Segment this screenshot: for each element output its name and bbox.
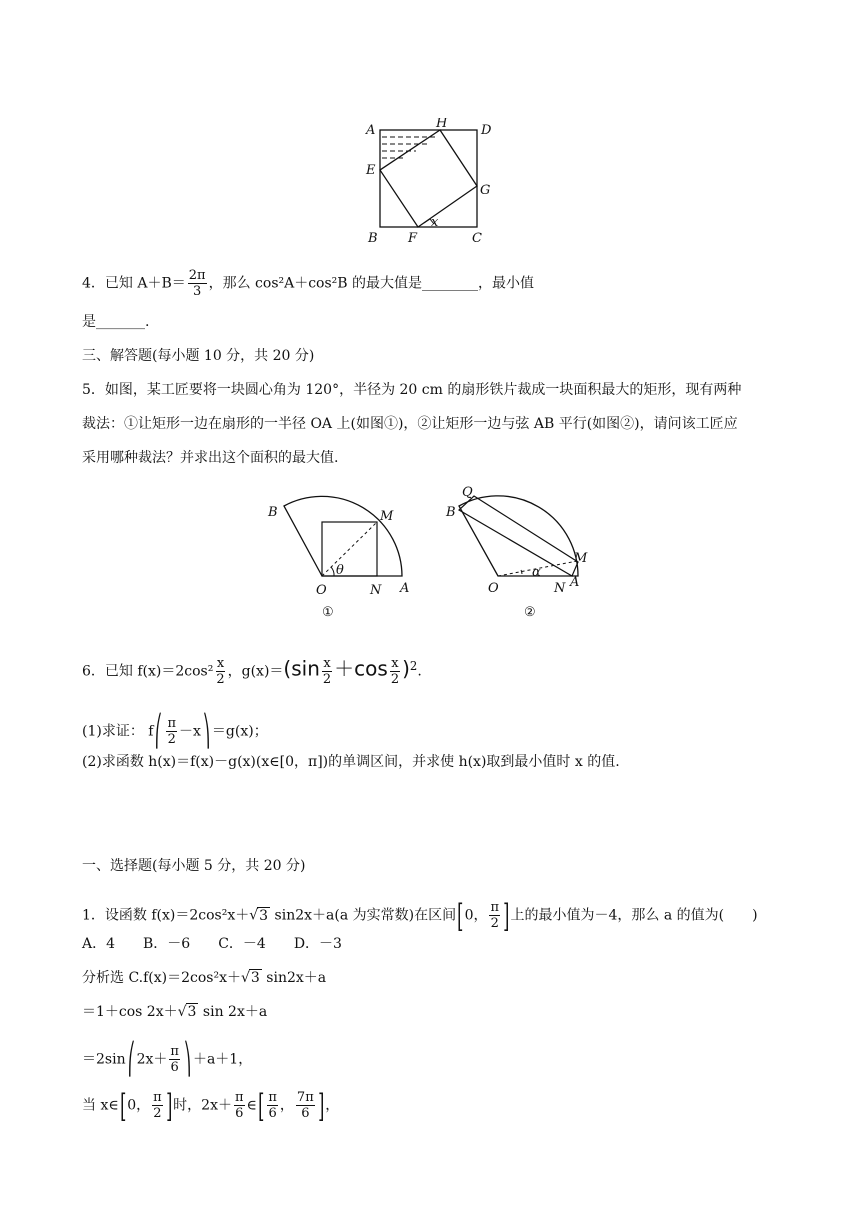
question-6-part1: (1)求证： f⎛ $\frac{\pi}{2}$ －x⎞ ＝g(x)；: [82, 713, 268, 749]
right-label-O: O: [488, 581, 499, 596]
question-1: 1．设函数 f(x)＝2cos²x＋√3 sin2x＋a(a 为实常数)在区间[0， $\frac{\pi}{2}$ ]上的最小值为－4，那么 a 的值为( ): [82, 896, 758, 935]
question-5-line2: 裁法：①让矩形一边在扇形的一半径 OA 上(如图①)，②让矩形一边与弦 AB 平行(如图②)，请问该工匠应: [82, 416, 738, 432]
sector-figures: [262, 482, 602, 622]
question-4: [82, 268, 534, 299]
left-label-M: M: [380, 509, 394, 524]
section-1-heading: 一、选择题(每小题 5 分，共 20 分): [82, 858, 306, 874]
q1-interval-start: 0，: [464, 907, 488, 924]
q6-f-fraction: $\frac{x}{2}$: [216, 656, 225, 688]
q4-fraction: $\frac{2\pi}{3}$: [188, 268, 206, 299]
solution-line-3: ＝2sin⎛ 2x＋ $\frac{\pi}{6}$ ⎞ ＋a＋1，: [82, 1041, 253, 1077]
question-4-line2: 是_______.: [82, 314, 150, 330]
q1-suffix: 上的最小值为－4，那么 a 的值为( ): [510, 907, 758, 924]
q6-sin-fraction: $\frac{x}{2}$: [322, 656, 332, 688]
question-6: 6．已知 f(x)＝2cos² $\frac{x}{2}$ ，g(x)＝(sin $\frac{x}{2}$ ＋cos $\frac{x}{2}$ )$^2$.: [82, 656, 422, 688]
left-label-B: B: [268, 505, 278, 520]
q6-exponent: 2: [409, 659, 418, 673]
q1-middle: sin2x＋a(a 为实常数)在区间: [270, 907, 457, 924]
label-C: C: [472, 231, 482, 246]
q4-prefix: 4．已知 A＋B＝: [82, 275, 186, 292]
label-x: x: [431, 215, 439, 230]
section-3-heading: 三、解答题(每小题 10 分，共 20 分): [82, 348, 315, 364]
solution-line-2: ＝1＋cos 2x＋√3 sin 2x＋a: [82, 1004, 268, 1020]
label-H: H: [436, 118, 448, 131]
q6-p1-suffix: ＝g(x)；: [211, 723, 268, 740]
label-A: A: [366, 123, 376, 138]
right-label-Q: Q: [462, 485, 473, 500]
right-label-B: B: [446, 505, 456, 520]
left-caption: ①: [322, 605, 334, 620]
left-label-theta: θ: [336, 563, 344, 578]
label-G: G: [480, 183, 491, 198]
left-label-O: O: [316, 583, 327, 598]
q6-p1-prefix: (1)求证： f: [82, 723, 154, 740]
square-figure: [360, 118, 510, 248]
q6-g-prefix: ，g(x)＝: [227, 663, 284, 680]
solution-line-1: 分析选 C.f(x)＝2cos²x＋√3 sin2x＋a: [82, 970, 327, 986]
q6-cos-fraction: $\frac{x}{2}$: [390, 656, 400, 688]
label-B: B: [368, 231, 378, 246]
q6-cos: ＋cos: [334, 656, 388, 681]
q6-p1-fraction: $\frac{\pi}{2}$: [167, 716, 177, 747]
question-5-line1: 5．如图，某工匠要将一块圆心角为 120°，半径为 20 cm 的扇形铁片裁成一块面积最大的矩形，现有两种: [82, 382, 742, 398]
q6-sin: sin: [291, 656, 320, 681]
q1-interval-fraction: $\frac{\pi}{2}$: [490, 900, 500, 931]
right-caption: ②: [524, 605, 536, 620]
q4-middle: ，那么 cos²A＋cos²B 的最大值是________，最小值: [208, 275, 535, 292]
solution-line-4: 当 x∈[0， $\frac{\pi}{2}$ ]时，2x＋ $\frac{\pi}{6}$ ∈[ $\frac{\pi}{6}$ ， $\frac{7\pi}{6}$ ]，: [82, 1086, 340, 1125]
label-E: E: [366, 163, 376, 178]
right-label-N: N: [554, 581, 566, 596]
label-F: F: [408, 231, 418, 246]
question-6-part2: (2)求函数 h(x)＝f(x)－g(x)(x∈[0，π])的单调区间，并求使 h(x)取到最小值时 x 的值.: [82, 754, 620, 770]
q6-p1-minus: －x: [179, 723, 201, 740]
left-label-A: A: [400, 581, 410, 596]
right-label-alpha: α: [532, 565, 541, 580]
right-label-A: A: [570, 575, 580, 590]
q6-prefix: 6．已知 f(x)＝2cos²: [82, 663, 214, 680]
label-D: D: [481, 123, 492, 138]
q1-sqrt: 3: [259, 907, 269, 924]
q1-prefix: 1．设函数 f(x)＝2cos²x＋: [82, 907, 250, 924]
right-label-M: M: [574, 551, 588, 566]
left-label-N: N: [370, 583, 382, 598]
question-1-options: A．4 B．－6 C．－4 D．－3: [82, 936, 342, 952]
question-5-line3: 采用哪种裁法？并求出这个面积的最大值.: [82, 450, 339, 466]
